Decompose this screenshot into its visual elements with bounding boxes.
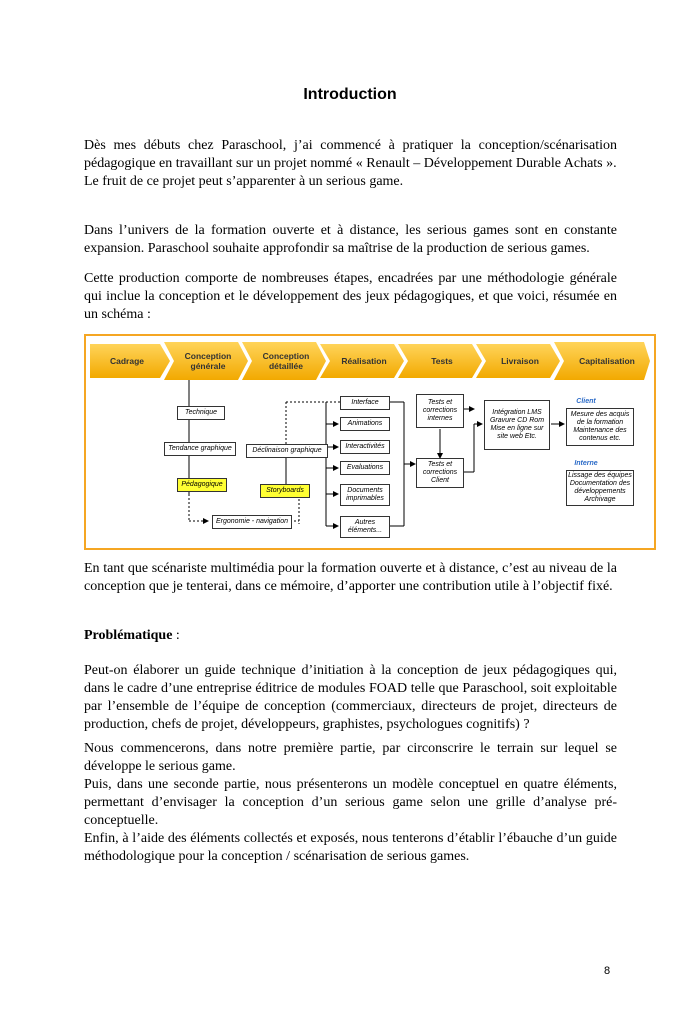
box-ergonomie-navigation: Ergonomie - navigation [212,515,292,529]
paragraph-text: Enfin, à l’aide des éléments collectés et exposés, nous tenterons d’établir l’ébauche d’un guide méthodologique pour la conception / scénarisation de serious games. [84,831,617,864]
box-tests-corrections-client: Tests et corrections Client [416,458,464,488]
problematique-heading [84,627,617,645]
label-client: Client [576,398,596,405]
paragraph-text: Dès mes débuts chez Paraschool, j’ai commencé à pratiquer la conception/scénarisation pédagogique en travaillant sur un projet nommé « Renault – Développement Durable Achats ». [84,138,617,171]
box-declinaison-graphique: Déclinaison graphique [246,444,328,458]
box-technique: Technique [177,406,225,420]
box-pedagogique: Pédagogique [177,478,227,492]
phase-label-livraison: Livraison [501,356,539,366]
box-tendance-graphique: Tendance graphique [164,442,236,456]
box-client-detail: Mesure des acquis de la formation Maintenance des contenus etc. [566,408,634,446]
page-number: 8 [604,965,611,977]
paragraph-text: Le fruit de ce projet peut s’apparenter à un serious game. [84,174,404,189]
intro-paragraph-2 [84,222,617,258]
intro-paragraph-3 [84,270,617,324]
paragraph-text: Puis, dans une seconde partie, nous présenterons un modèle conceptuel en quatre éléments, permettant d’envisager la conception d’un serious game selon une grille d’analyse pré-conceptuelle. [84,777,617,828]
problematique-suffix: : [172,628,180,643]
box-documents-imprimables: Documents imprimables [340,484,390,506]
box-tests-corrections-internes: Tests et corrections internes [416,394,464,428]
box-autres-elements: Autres éléments... [340,516,390,538]
box-interactivites: Interactivités [340,440,390,454]
box-interne-detail: Lissage des équipes Documentation des développements Archivage [566,470,634,506]
paragraph-text: Cette production comporte de nombreuses étapes, encadrées par une méthodologie générale qui inclue la conception et le développement des jeux pédagogiques, et que voici, résumée en un schéma : [84,271,617,322]
page-title: Introduction [303,86,397,103]
phase-label-capitalisation: Capitalisation [579,356,635,366]
intro-paragraph-1 [84,137,617,191]
label-interne: Interne [574,460,598,467]
paragraph-text: Dans l’univers de la formation ouverte et à distance, les serious games sont en constante expansion. Paraschool souhaite approfondir sa maîtrise de la production de serious games. [84,223,617,256]
problematique-paragraph [84,662,617,734]
methodology-diagram [84,334,656,550]
box-animations: Animations [340,417,390,431]
paragraph-text: Nous commencerons, dans notre première partie, par circonscrire le terrain sur lequel se développe le serious game. [84,741,617,774]
paragraph-text: Peut-on élaborer un guide technique d’initiation à la conception de jeux pédagogiques qui, dans le cadre d’une entreprise éditrice de modules FOAD telle que Paraschool, soit exploitable par l’ensemble de l’équipe de conception (commerciaux, directeurs de projet, directeurs de production, chefs de projet, développeurs, graphistes, psychologues cognitifs) ? [84,663,617,732]
phase-label-tests: Tests [431,356,453,366]
paragraph-text: En tant que scénariste multimédia pour la formation ouverte et à distance, c’est au niveau de la conception que je tenterai, dans ce mémoire, d’apporter une contribution utile à l’objectif fixé. [84,561,617,594]
phase-label-conception-generale: Conception générale [184,351,232,371]
plan-paragraph [84,740,617,866]
box-evaluations: Evaluations [340,461,390,475]
problematique-label: Problématique [84,628,173,643]
box-livraison-detail: Intégration LMS Gravure CD Rom Mise en ligne sur site web Etc. [484,400,550,450]
phase-label-cadrage: Cadrage [109,356,144,366]
box-interface: Interface [340,396,390,410]
box-storyboards: Storyboards [260,484,310,498]
phase-label-conception-detaillee: Conception détaillée [262,351,310,371]
phase-label-realisation: Réalisation [341,356,387,366]
contribution-paragraph [84,560,617,596]
